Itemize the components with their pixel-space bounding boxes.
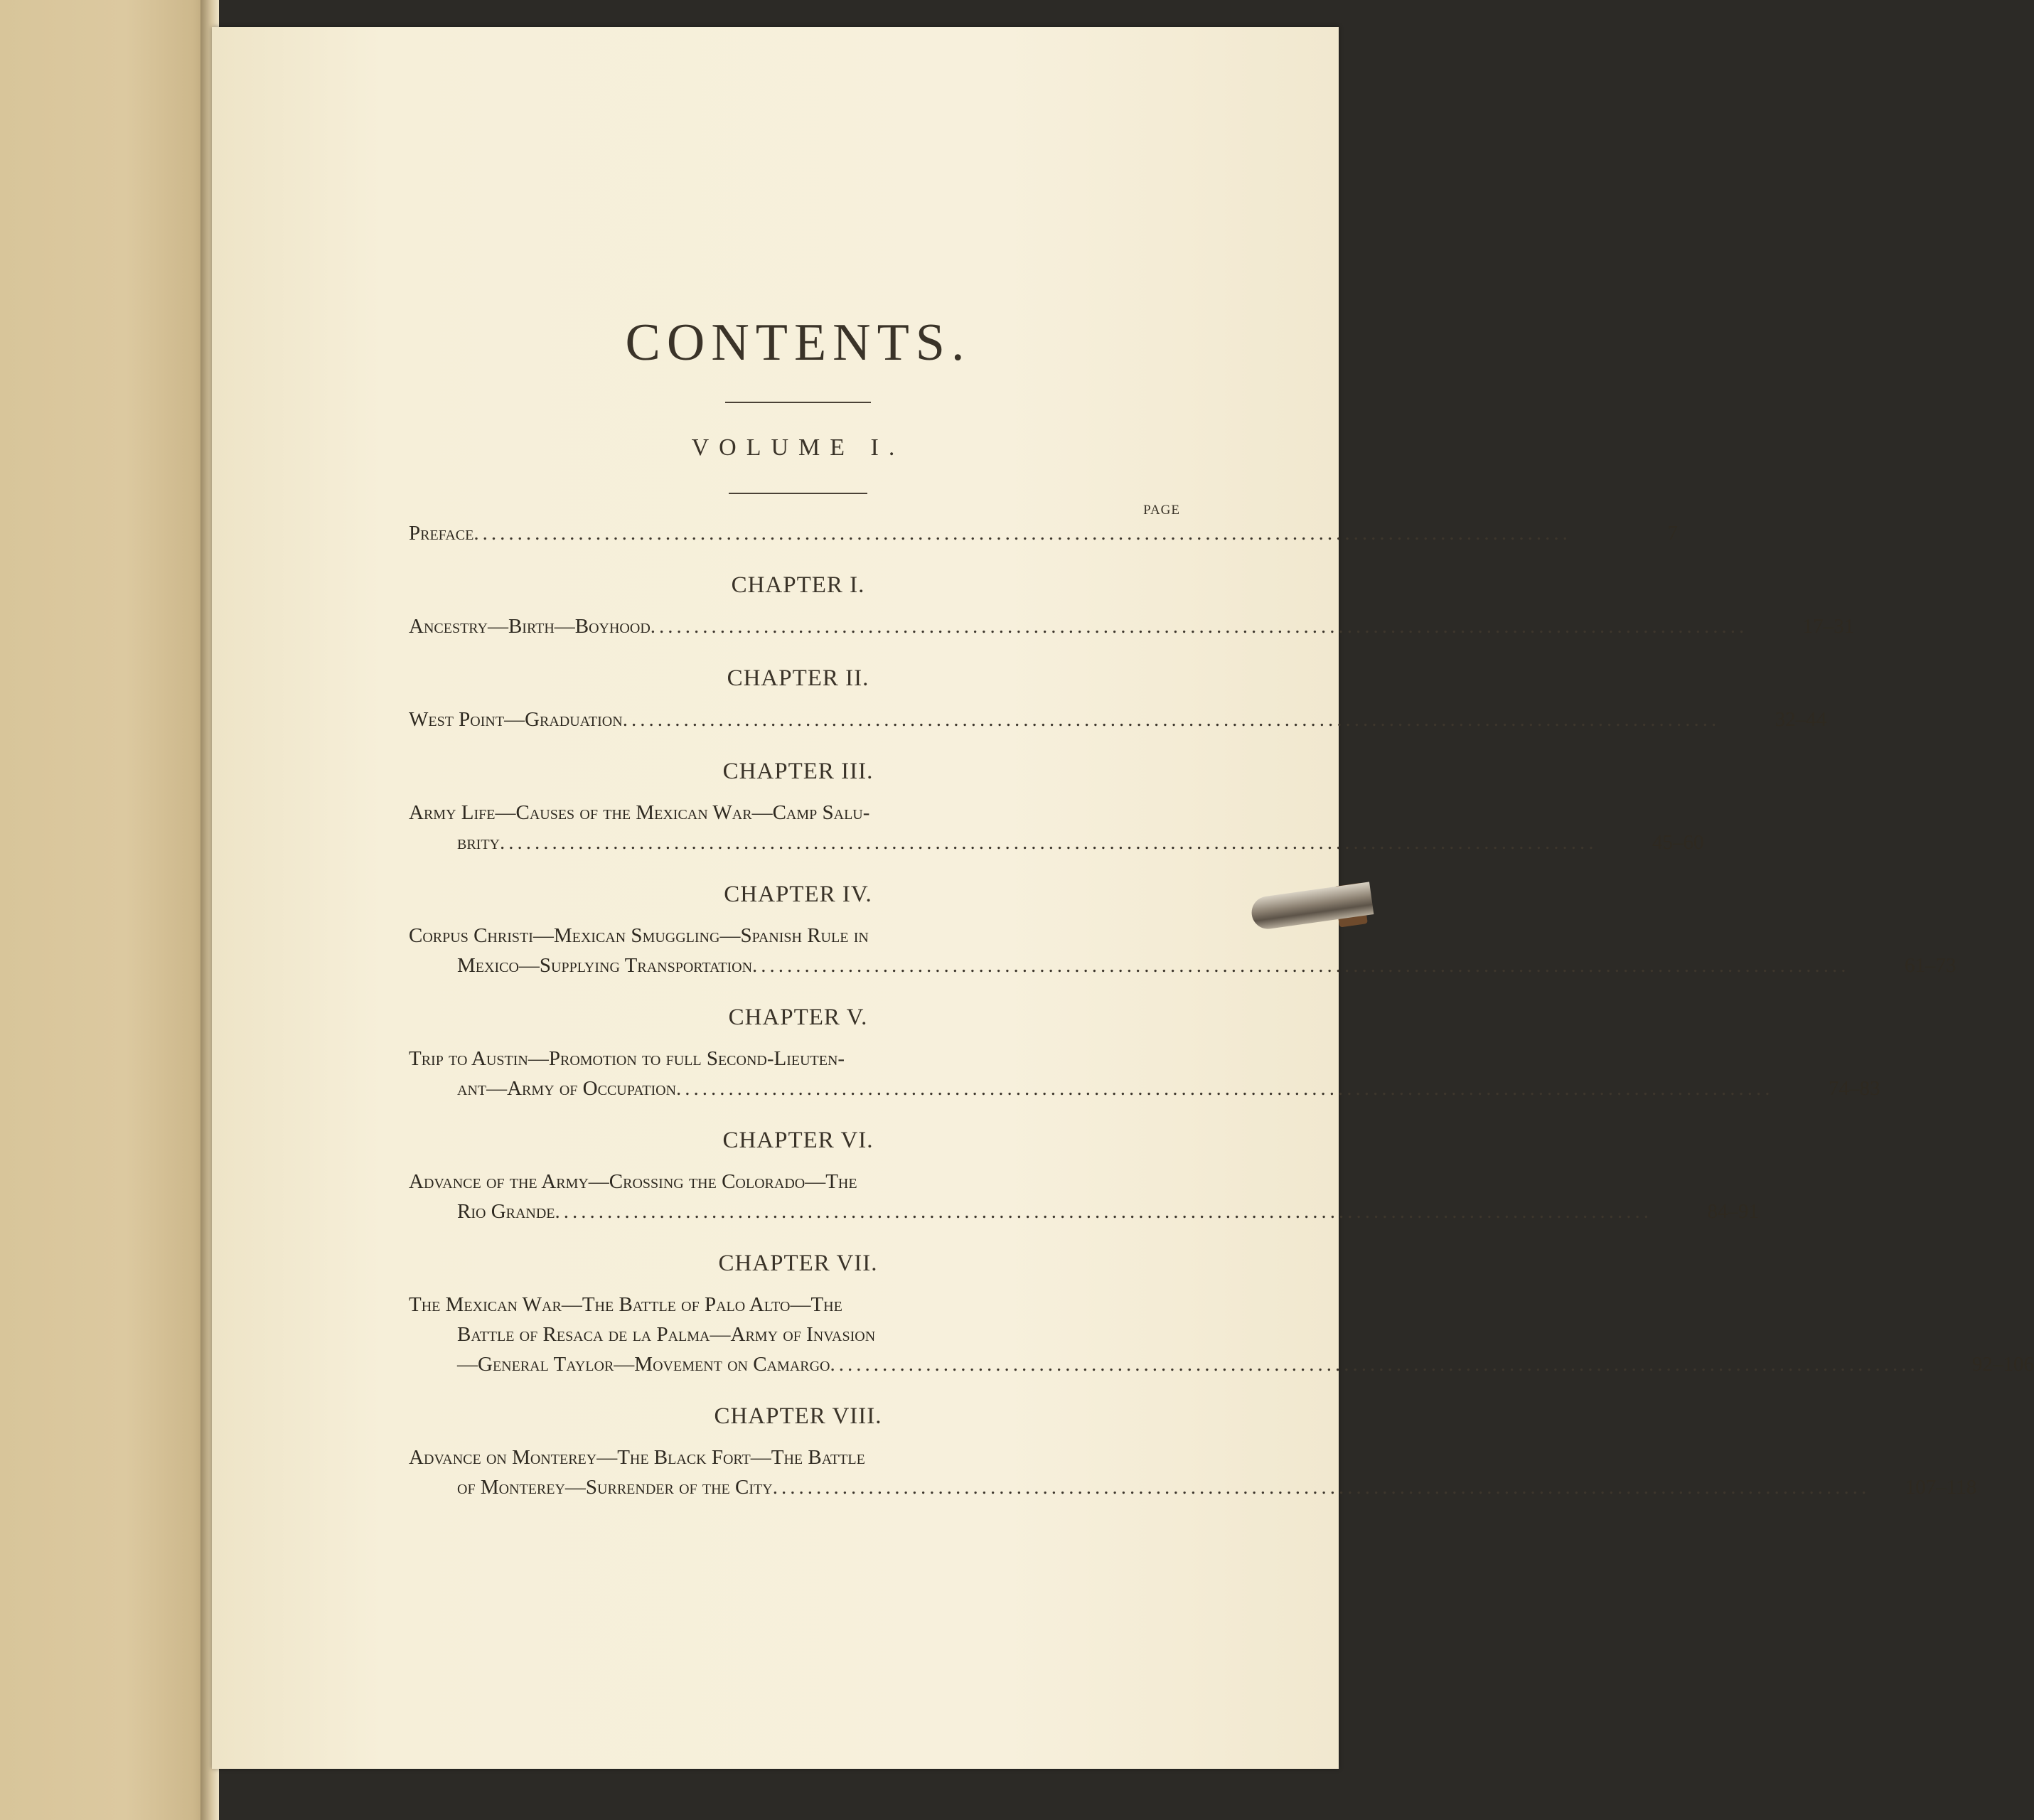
- chapter-page: 17–31: [1802, 615, 1855, 638]
- chapter-line: Advance of the Army—Crossing the Colorado—The: [409, 1170, 857, 1193]
- chapter-line: The Mexican War—The Battle of Palo Alto—The: [409, 1293, 842, 1316]
- chapter-entry: [409, 1044, 1880, 1103]
- chapter-page: 45–60: [1652, 831, 1704, 854]
- chapter-label: CHAPTER IV.: [724, 882, 872, 907]
- dot-leader: ..............................................................................................................................: [622, 708, 1720, 731]
- chapter-line: of Monterey—Surrender of the City: [457, 1476, 773, 1499]
- chapter-entry: [409, 705, 1827, 734]
- chapter-line: Battle of Resaca de la Palma—Army of Invasion: [457, 1323, 876, 1346]
- chapter-entry: [409, 921, 1957, 980]
- chapter-page: 32–44: [1775, 708, 1827, 731]
- heading-rule: [725, 402, 871, 403]
- chapter-entry: [409, 1290, 2034, 1379]
- dot-leader: ..............................................................................................................................: [676, 1077, 1774, 1100]
- contents-heading: CONTENTS.: [625, 314, 971, 372]
- chapter-line: —General Taylor—Movement on Camargo: [457, 1353, 830, 1376]
- volume-rule: [729, 493, 867, 494]
- chapter-line: West Point—Graduation: [409, 708, 623, 731]
- chapter-line: ant—Army of Occupation: [457, 1077, 677, 1100]
- dot-leader: ..............................................................................................................................: [772, 1476, 1870, 1499]
- chapter-line: Mexico—Supplying Transportation: [457, 954, 753, 977]
- chapter-page: 84–91: [1707, 1200, 1760, 1223]
- dot-leader: ..............................................................................................................................: [473, 522, 1571, 545]
- chapter-entry: [409, 1167, 1760, 1226]
- chapter-label: CHAPTER III.: [722, 759, 874, 784]
- chapter-entry: [409, 798, 1704, 857]
- chapter-line: Rio Grande: [457, 1200, 555, 1223]
- chapter-entry: [409, 1442, 1977, 1502]
- volume-label: VOLUME I.: [691, 434, 905, 461]
- chapter-label: CHAPTER VIII.: [714, 1403, 882, 1429]
- dot-leader: ..............................................................................................................................: [555, 1200, 1653, 1223]
- dot-leader: ..............................................................................................................................: [500, 831, 1597, 854]
- preface-title: Preface: [409, 522, 474, 545]
- chapter-page: 92–106: [1972, 1353, 2034, 1376]
- chapter-label: CHAPTER VI.: [722, 1128, 874, 1153]
- chapter-line: Ancestry—Birth—Boyhood: [409, 615, 651, 638]
- chapter-line: brity: [457, 831, 500, 854]
- chapter-page: 74–83: [1829, 1077, 1880, 1100]
- preface-page: 7: [1667, 522, 1678, 545]
- chapter-label: CHAPTER II.: [727, 665, 869, 691]
- chapter-line: Trip to Austin—Promotion to full Second-Lieuten-: [409, 1047, 845, 1070]
- chapter-page: 61–73: [1905, 954, 1957, 977]
- page-column-label: PAGE: [1143, 503, 1180, 518]
- chapter-line: Corpus Christi—Mexican Smuggling—Spanish Rule in: [409, 924, 869, 947]
- chapter-entry: [409, 611, 1855, 641]
- chapter-page: 107–118: [1905, 1476, 1977, 1499]
- chapter-line: Army Life—Causes of the Mexican War—Camp Salu-: [409, 801, 870, 824]
- chapter-line: Advance on Monterey—The Black Fort—The Battle: [409, 1446, 865, 1469]
- chapter-label: CHAPTER V.: [728, 1005, 868, 1030]
- preface-entry: [409, 518, 1678, 548]
- dot-leader: ..............................................................................................................................: [752, 954, 1850, 977]
- dot-leader: ..............................................................................................................................: [650, 615, 1748, 638]
- chapter-label: CHAPTER I.: [731, 572, 865, 598]
- dot-leader: ..............................................................................................................................: [830, 1353, 1927, 1376]
- left-page-blank: [0, 0, 210, 1820]
- chapter-label: CHAPTER VII.: [718, 1251, 878, 1276]
- contents-block: [409, 313, 2034, 1502]
